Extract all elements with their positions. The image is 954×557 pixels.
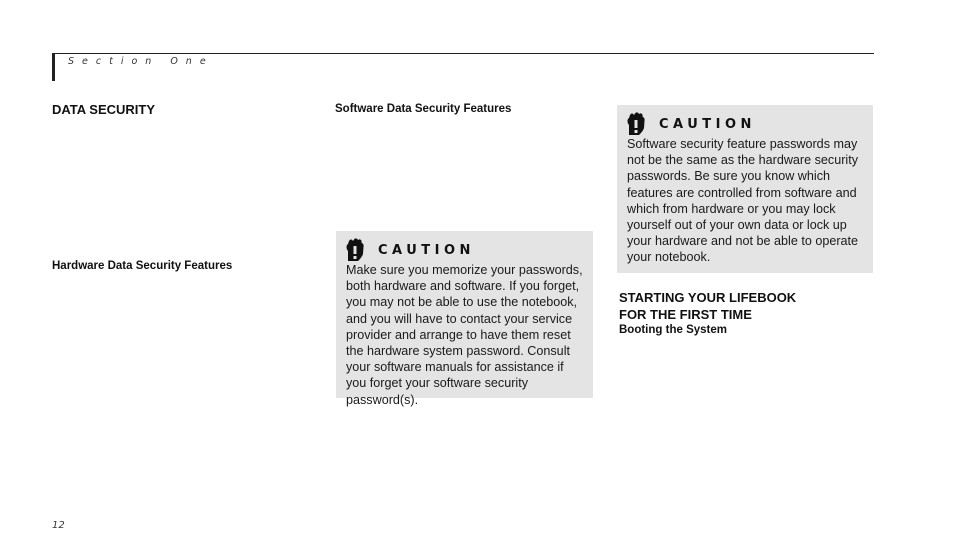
hardware-security-subheading: Hardware Data Security Features	[52, 260, 233, 272]
page-number: 12	[52, 520, 65, 531]
caution-text: Software security feature passwords may not be the same as the hardware security passwords. Be sure you know which features are controlled from software and which from hardware or you may lock yourself out of your own data or lock up your hardware and not be able to operate your notebook.	[627, 137, 859, 265]
caution-hand-icon	[625, 112, 647, 136]
caution-box-passwords	[336, 231, 593, 407]
data-security-heading: DATA SECURITY	[52, 102, 156, 117]
caution-title: CAUTION	[378, 242, 475, 258]
booting-system-subheading: Booting the System	[619, 324, 727, 336]
software-security-subheading: Software Data Security Features	[335, 103, 512, 115]
caution-header	[344, 238, 475, 262]
starting-lifebook-heading-line2: FOR THE FIRST TIME	[619, 307, 752, 322]
header-rule	[52, 53, 874, 54]
caution-title: CAUTION	[659, 116, 756, 132]
caution-text: Make sure you memorize your passwords, both hardware and software. If you forget, you may not be able to use the notebook, and you will have to contact your service provider and arrange to have them reset the hardware system password. Consult your software manuals for assistance if you forget your software security password(s).	[346, 263, 583, 407]
header-rule-tab	[52, 54, 55, 81]
caution-hand-icon	[344, 238, 366, 262]
section-label: Section One	[68, 56, 214, 67]
starting-lifebook-heading-line1: STARTING YOUR LIFEBOOK	[619, 290, 797, 305]
caution-box-software-passwords	[617, 105, 873, 273]
caution-header	[625, 112, 756, 136]
